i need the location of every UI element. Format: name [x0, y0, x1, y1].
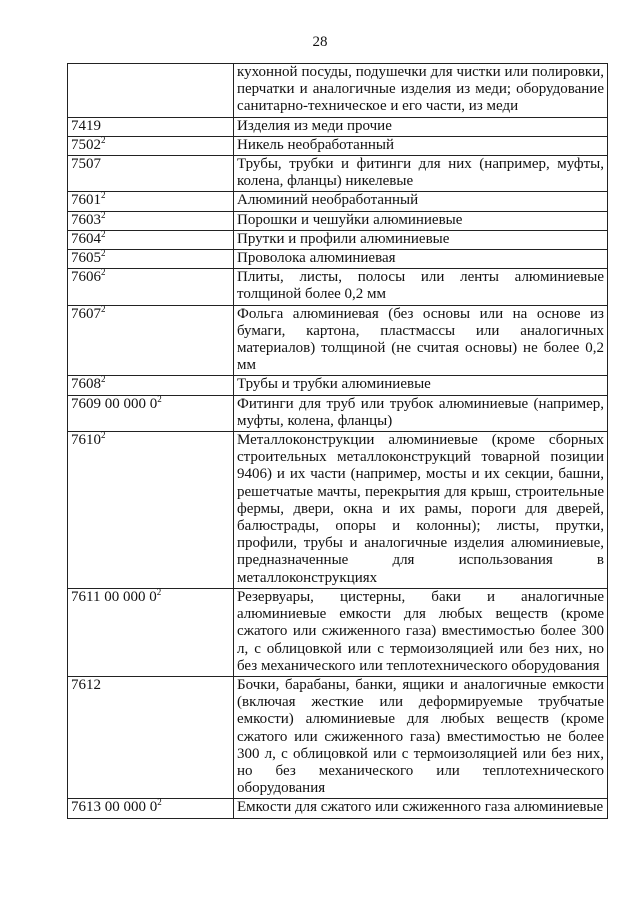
table-row — [68, 64, 608, 118]
commodity-code-cell — [68, 799, 234, 818]
footnote-marker: 2 — [101, 303, 106, 314]
footnote-marker: 2 — [101, 209, 106, 220]
commodity-code-cell — [68, 376, 234, 395]
table-row — [68, 588, 608, 676]
commodity-code: 7419 — [71, 117, 101, 134]
footnote-marker: 2 — [101, 190, 106, 201]
commodity-description: Резервуары, цистерны, баки и аналогичные алюминиевые емкости для любых веществ (кроме сжатого или сжиженного газа) вместимостью более 300 л, с облицовкой или с термоизоляцией или без них, но без механического или теплотехнического оборудования — [234, 588, 608, 676]
commodity-code: 7609 00 000 0 — [71, 395, 158, 412]
commodity-description: Трубы, трубки и фитинги для них (например, муфты, колена, фланцы) никелевые — [234, 156, 608, 192]
commodity-description: Плиты, листы, полосы или ленты алюминиевые толщиной более 0,2 мм — [234, 269, 608, 305]
commodity-description: Изделия из меди прочие — [234, 117, 608, 136]
commodity-code: 7608 — [71, 376, 101, 393]
footnote-marker: 2 — [157, 797, 162, 808]
commodity-code-cell — [68, 156, 234, 192]
footnote-marker: 2 — [101, 248, 106, 259]
table-row — [68, 432, 608, 589]
table-row — [68, 269, 608, 305]
commodity-code: 7507 — [71, 156, 101, 173]
commodity-description: Проволока алюминиевая — [234, 250, 608, 269]
commodity-description: Никель необработанный — [234, 136, 608, 155]
table-row — [68, 395, 608, 431]
commodity-description: Порошки и чешуйки алюминиевые — [234, 211, 608, 230]
commodity-code-table — [67, 63, 608, 819]
footnote-marker: 2 — [101, 374, 106, 385]
footnote-marker: 2 — [156, 586, 162, 597]
table-row — [68, 136, 608, 155]
commodity-code: 7606 — [71, 269, 101, 286]
footnote-marker: 2 — [101, 267, 106, 278]
commodity-code: 7605 — [71, 250, 101, 267]
commodity-code: 7502 — [71, 136, 101, 153]
commodity-code-cell — [68, 192, 234, 211]
footnote-marker: 2 — [157, 393, 162, 404]
commodity-code: 7603 — [71, 211, 101, 228]
commodity-description: Металлоконструкции алюминиевые (кроме сборных строительных металлоконструкций товарной позиции 9406) и их части (например, мосты и их секции, башни, решетчатые мачты, перекрытия для крыш, строительные фермы, двери, окна и их рамы, пороги для дверей, балюстрады, опоры и колонны); листы, прутки, профили, трубы и аналогичные изделия алюминиевые, предназначенные для использования в металлоконструкциях — [234, 432, 608, 589]
commodity-code-cell — [68, 305, 234, 376]
table-row — [68, 676, 608, 798]
commodity-code-cell — [68, 250, 234, 269]
commodity-code-cell — [68, 269, 234, 305]
commodity-code: 7611 00 000 0 — [71, 588, 157, 605]
table-row — [68, 156, 608, 192]
table-row — [68, 230, 608, 249]
table-row — [68, 250, 608, 269]
table-row — [68, 117, 608, 136]
table-row — [68, 192, 608, 211]
commodity-code-cell — [68, 432, 234, 589]
commodity-description: Алюминий необработанный — [234, 192, 608, 211]
commodity-code-cell — [68, 588, 234, 676]
page-number: 28 — [312, 34, 328, 50]
commodity-description: Фольга алюминиевая (без основы или на основе из бумаги, картона, пластмассы или аналогичных материалов) толщиной (не считая основы) не более 0,2 мм — [234, 305, 608, 376]
commodity-code: 7601 — [71, 192, 101, 209]
commodity-code-cell — [68, 395, 234, 431]
commodity-description: Емкости для сжатого или сжиженного газа алюминиевые — [234, 799, 608, 818]
commodity-code: 7607 — [71, 305, 101, 322]
footnote-marker: 2 — [101, 134, 106, 145]
table-row — [68, 211, 608, 230]
commodity-code-cell — [68, 64, 234, 118]
commodity-code-cell — [68, 211, 234, 230]
table-row — [68, 305, 608, 376]
commodity-code: 7604 — [71, 230, 101, 247]
commodity-code-cell — [68, 136, 234, 155]
commodity-description: Фитинги для труб или трубок алюминиевые (например, муфты, колена, фланцы) — [234, 395, 608, 431]
commodity-description: Бочки, барабаны, банки, ящики и аналогичные емкости (включая жесткие или деформируемые трубчатые емкости) алюминиевые для любых веществ (кроме сжатого или сжиженного газа) вместимостью не более 300 л, с облицовкой или с термоизоляцией или без них, но без механического или теплотехнического оборудования — [234, 676, 608, 798]
commodity-description: Трубы и трубки алюминиевые — [234, 376, 608, 395]
table-row — [68, 799, 608, 818]
footnote-marker: 2 — [101, 430, 106, 441]
table-row — [68, 376, 608, 395]
commodity-code-cell — [68, 117, 234, 136]
commodity-description: кухонной посуды, подушечки для чистки или полировки, перчатки и аналогичные изделия из меди; оборудование санитарно-техническое и его части, из меди — [234, 64, 608, 118]
footnote-marker: 2 — [101, 228, 106, 239]
commodity-code: 7612 — [71, 676, 101, 693]
table-body — [68, 64, 608, 819]
commodity-code-cell — [68, 230, 234, 249]
commodity-code: 7613 00 000 0 — [71, 799, 158, 816]
commodity-code: 7610 — [71, 432, 101, 449]
commodity-description: Прутки и профили алюминиевые — [234, 230, 608, 249]
commodity-code-cell — [68, 676, 234, 798]
